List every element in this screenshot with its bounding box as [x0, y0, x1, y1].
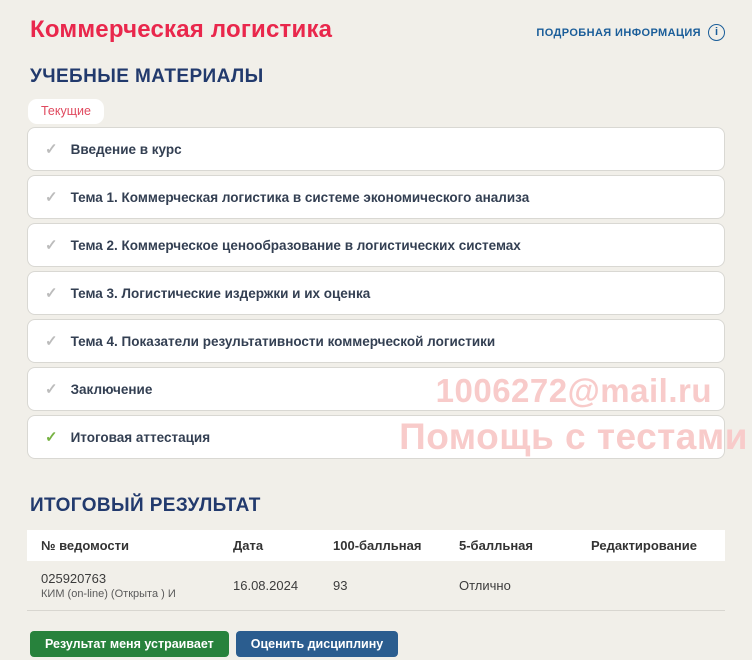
check-icon: ✓	[45, 188, 58, 206]
check-icon: ✓	[45, 284, 58, 302]
info-icon: i	[708, 24, 725, 41]
course-item-label: Тема 2. Коммерческое ценообразование в логистических системах	[70, 237, 521, 253]
course-item-final-attestation[interactable]	[27, 415, 725, 459]
sheet-number: 025920763	[41, 570, 107, 586]
rate-discipline-button[interactable]: Оценить дисциплину	[236, 631, 399, 657]
course-item-label: Тема 4. Показатели результативности коммерческой логистики	[70, 333, 496, 349]
column-header-editing: Редактирование	[591, 538, 697, 553]
watermark-text: Помощь с тестами	[399, 416, 748, 457]
course-item-topic4[interactable]	[27, 319, 725, 363]
check-icon: ✓	[45, 428, 58, 446]
accept-result-button[interactable]: Результат меня устраивает	[30, 631, 229, 657]
result-actions	[27, 631, 725, 657]
course-item-label: Тема 1. Коммерческая логистика в системе экономического анализа	[70, 189, 530, 205]
course-item-conclusion[interactable]	[27, 367, 725, 411]
cell-date: 16.08.2024	[233, 578, 299, 593]
detailed-info-link[interactable]	[536, 24, 725, 41]
page-title: Коммерческая логистика	[30, 16, 333, 43]
check-icon: ✓	[45, 332, 58, 350]
check-icon: ✓	[45, 140, 58, 158]
course-item-topic3[interactable]	[27, 271, 725, 315]
detailed-info-label: ПОДРОБНАЯ ИНФОРМАЦИЯ	[536, 26, 701, 39]
tab-current[interactable]: Текущие	[28, 99, 104, 124]
course-item-label: Заключение	[70, 381, 153, 397]
column-header-score-5: 5-балльная	[459, 538, 533, 553]
check-icon: ✓	[45, 380, 58, 398]
course-items-list	[27, 127, 725, 459]
cell-sheet-number	[41, 570, 233, 602]
column-header-date: Дата	[233, 538, 264, 553]
column-header-sheet-number: № ведомости	[41, 538, 129, 553]
watermark-email: 1006272@mail.ru	[435, 372, 712, 409]
course-item-label: Введение в курс	[70, 141, 182, 157]
sheet-type: КИМ (on-line) (Открыта ) И	[41, 587, 176, 600]
check-icon: ✓	[45, 236, 58, 254]
course-item-topic1[interactable]	[27, 175, 725, 219]
result-section-title: ИТОГОВЫЙ РЕЗУЛЬТАТ	[30, 495, 261, 516]
course-item-topic2[interactable]	[27, 223, 725, 267]
column-header-score-100: 100-балльная	[333, 538, 422, 553]
table-row	[27, 561, 725, 611]
cell-score-5: Отлично	[459, 578, 511, 593]
result-table	[27, 530, 725, 611]
cell-score-100: 93	[333, 578, 348, 593]
materials-section-title: УЧЕБНЫЕ МАТЕРИАЛЫ	[30, 66, 264, 87]
page-header	[27, 16, 725, 44]
course-item-label: Итоговая аттестация	[70, 429, 211, 445]
result-table-header	[27, 530, 725, 561]
course-item-label: Тема 3. Логистические издержки и их оценка	[70, 285, 371, 301]
course-item-intro[interactable]	[27, 127, 725, 171]
